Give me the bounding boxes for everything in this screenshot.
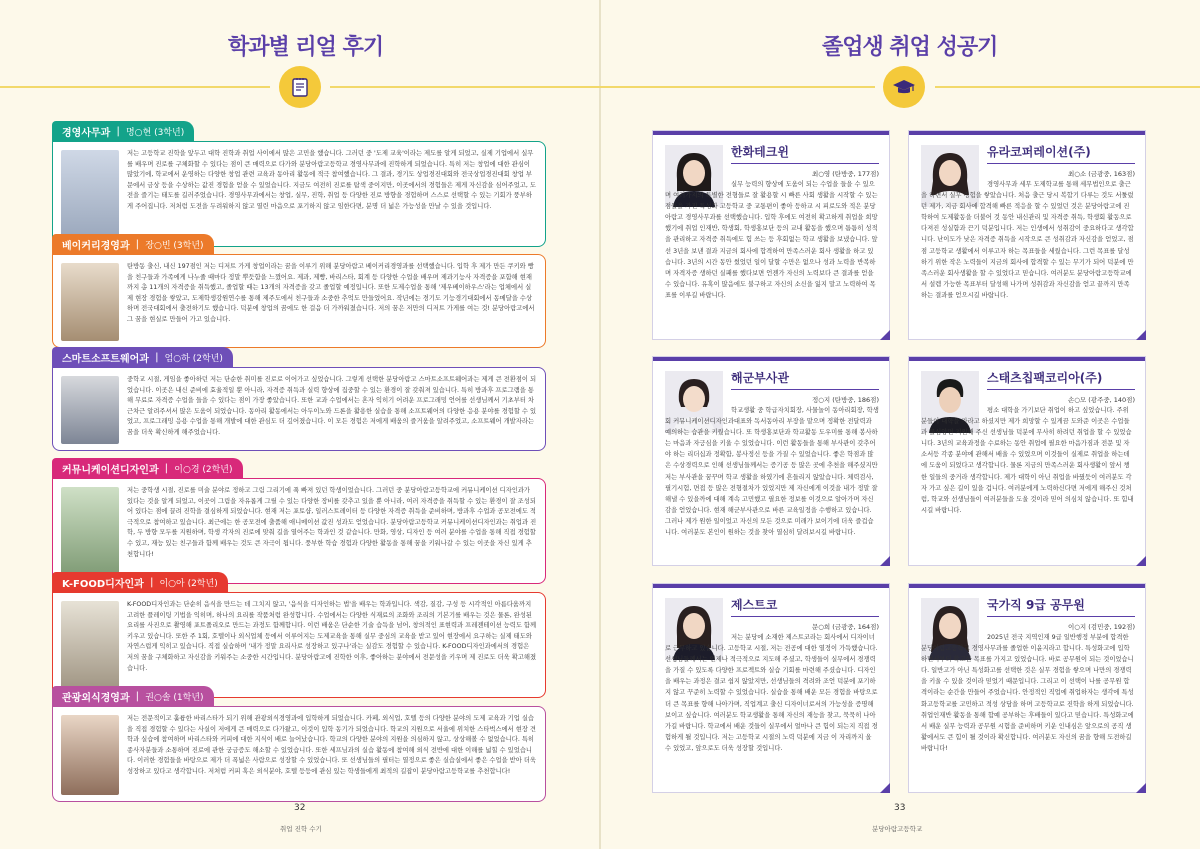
- title-divider-line: [0, 86, 270, 88]
- right-page: [600, 0, 1200, 849]
- student-photo: [61, 263, 119, 341]
- title-divider-line: [600, 86, 875, 88]
- student-photo: [61, 715, 119, 795]
- student-name: 이○아 (2학년): [159, 578, 218, 589]
- success-card-zestco: [652, 583, 890, 793]
- page-footer: 취업 진학 수기: [280, 825, 322, 833]
- review-text: 중학교 시절, 게임을 좋아하던 저는 단순한 취미를 진로로 이어가고 싶었습니다. 그렇게 선택한 분당아람고 스마트소프트웨어과는 제게 큰 전환점이 되었습니다. 이곳은 내신 준비에 효율적일 뿐 아니라, 자격증 취득과 실력 향상에 집중할 수 있는 환경이 잘 갖춰져 있습니다. 특히 방과후 프로그램을 통해 무료로 자격증 수업을 들을 수 있다는 점이 가장 좋았습니다. 또한 교과 수업에서는 혼자 익히기 어려운 프로그래밍 언어를 선생님께서 기초부터 차근차근 알려주셔서 많은 도움이 되었습니다. 동아리 활동에서는 아두이노와 드론을 활용한 실습을 통해 소프트웨어의 다양한 응용 분야를 경험할 수 있었고, 프로그래밍 응용 수업을 통해 개발에 대한 관심도 더 깊어졌습니다. 이 모든 경험은 저에게 배움의 즐거움을 알려주었고, 소프트웨어 개발자라는 꿈을 더욱 확신하게 해주었습니다.: [127, 376, 537, 436]
- dept-name: K-FOOD디자인과: [62, 578, 144, 590]
- dept-name: 커뮤니케이션디자인과: [62, 464, 159, 476]
- dept-name: 경영사무과: [62, 127, 111, 139]
- success-story-text: 학교생활 중 학급자치회장, 사물놀이 동아리회장, 학생회 커뮤니케이션디자인과대표와 독서동아리 부장을 맡으며 정확한 전달력과 예의하는 습관을 키웠습니다. 또 학생홍보단과 학교활동 도우미를 통해 봉사하는 마음과 자긍심을 키울 수 있었습니다. 이런 활동들을 통해 부사관이 갖추어야 하는 리더십과 정확함, 봉사정신 등을 가질 수 있었습니다. 좋은 학점과 많은 수상경력으로 인해 선생님들께서는 증기공 등 많은 곳에 추천을 해주셨지만 저는 부사관을 꿈꾸며 학교 생활을 하였기에 흔들리지 않았습니다. 체력검사, 필기시험, 면접 등 많은 전형절차가 있었지만 제 자신에게 이것을 내가 정말 잘해낼 수 있을까에 대해 계속 고민했고 필요한 정보를 이것으로 알아가며 자신감을 얻었습니다. 현재 해군부사관으로 바른 교육일정을 수행하고 있습니다. 그러나 제가 원한 일이었고 자신의 모든 것으로 미래가 보이기에 더욱 즐겁습니다. 여러분도 본인이 원하는 것을 찾아 열심히 달려보시길 바랍니다.: [665, 407, 879, 537]
- graduate-name: 손○모 (광주중, 140점): [1067, 396, 1135, 404]
- dept-name: 스마트소프트웨어과: [62, 353, 149, 365]
- student-name: 명○현 (3학년): [125, 127, 185, 138]
- review-text: 저는 전문적이고 훌륭한 바리스타가 되기 위해 관광외식경영과에 입학하게 되었습니다. 카페, 외식업, 호텔 등의 다양한 분야의 도제 교육과 기업 실습을 직접 경험할 수 있다는 사실이 저에게 큰 매력으로 다가왔고, 이것이 입학 동기가 되었습니다. 학교의 지원으로 서울에 위치한 스타벅스에서 현장 견학과 실습에 참여하며 바리스타와 커피에 대한 지식이 배로 늘어났습니다. 학교의 다양한 분야의 지원을 의심하지 않고, 상상해볼 수 없었습니다. 특히 종사자분들과 소통하며 진로에 관한 궁금증도 해소할 수 있었습니다. 또한 세프님과의 실습 활동에 참여해 외식 전반에 대한 이해를 넓힐 수 있었습니다. 이러한 경험들을 바탕으로 제가 더 폭넓은 사람으로 성장할 수 있었습니다. 또 선생님들의 필터는 열정으로 좋은 실습실에서 좋은 수업을 받아 더욱 성장하고 있다고 생각합니다. 저처럼 커피 혹은 외식분야, 호텔 등등에 관심 있는 학생들에게 최적의 길잡이 분당아람고등학교를 추천합니다!: [127, 715, 537, 775]
- student-name: 이○경 (2학년): [174, 464, 233, 475]
- success-story-text: 평소 대학을 가기보단 취업이 하고 싶었습니다. 주위 분들이 대학을 가라고 하셨지만 제가 희망할 수 있게끔 도와준 이곳은 수업들과 물심양면 지원해 주신 선생님들 덕분에 무사히 하려던 취업을 할 수 있었습니다. 3년의 교육과정을 수료하는 동안 취업에 필요한 마음가짐과 전문 및 자소서등 각종 분야에 관해서 배울 수 있었으며 이것들이 실제로 취업을 하는데에 도움이 되었다고 생각합니다. 물론 지금의 만족스러운 회사생활이 앞서 챙한 일들의 중거라 생각합니다. 제가 대학이 아닌 취업을 바꿨듯이 여러분도 각자 가고 싶은 길이 있을 겁니다. 여러분에게 노력하신다면 저에게 해주신 것처럼, 학교와 선생님들이 여러분들을 도울 것이라 믿어 의심치 않습니다. 또 힘내시길 바랍니다.: [921, 407, 1134, 514]
- notepad-icon: [279, 66, 321, 108]
- left-page: 학과별 리얼 후기 경영사무과 | 명○현 (3학년) 저는 고등학교 진학을 앞두고 대학 진학과 취업 사이에서 많은 고민을 했습니다. 그러던 중 '도제 교육'이라는 제도를 알게 되었고, 실제 기업에서 실무를 배우며 진로를 구체화할 수 있다는 점이 큰 매력으로 다가와 분당아람고등학교 경영사무과에 진학하게 되었습니다. 특히 저는 창업에 대한 관심이 많았기에, 학교에서 운영하는 다양한 창업 관련 교육과 동아리 활동에 적극 참여했습니다. 그 결과, 경기도 상업경진대회와 전국상업경진대회 창업 부문에서 금상 등을 수상하는 값진 경험을 얻을 수 있었습니다. 지금도 여전히 진로를 탐색 중이지만, 이곳에서의 경험들은 제게 자신감을 심어주었고, 도전을 즐기는 태도를 길러주었습니다. 경영사무과에서는 창업, 실무, 진학, 취업 등 다양한 진로 방향을 경험하며 스스로 선택할 수 있는 기회가 풍부하게 주어집니다. 저처럼 도전을 두려워하지 않고 열린 마음으로 포기하지 않고 임한다면, 분명 더 넓은 가능성을 만날 수 있을 것입니다. 베이커리경영과 | 장○빈 (3학년) 탄방동 출신, 내신 197점인 저는 디저트 가게 창업이라는 꿈을 이루기 위해 분당아람고 베이커리경영과를 선택했습니다. 입학 후 제가 만든 쿠키와 빵을 친구들과 가족에게 나누줄 때마다 정말 뿌듯함을 느꼈어요. 제과, 제빵, 바리스타, 회계 등 다양한 수업을 배우며 제과기능사 자격증을 포함해 현재까지 총 11개의 자격증을 취득했고, 졸업할 때는 13개의 자격증을 갖고 졸업할 예정입니다. 또한 도제수업을 통해 '제우베이하우스'라는 업체에서 실제 현장 경험을 쌓았고, 도제학생강원연수를 통해 제주도에서 친구들과 소중한 추억도 만들었어요. 작년에는 경기도 기능경기대회에서 동메달을 수상하며 전국대회에서 출전하기도 했습니다. 덕분에 창업의 꿈에도 한 걸음 더 가까워졌습니다. 저의 꿈은 저만의 디저트 가게를 여는 것! 분당아람고에서 그 꿈을 현실로 만들어 가고 있습니다. 스마트소프트웨어과 | 엄○하 (2학년) 중학교 시절, 게임을 좋아하던 저는 단순한 취미를 진로로 이어가고 싶었습니다. 그렇게 선택한 분당아람고 스마트소프트웨어과는 제게 큰 전환점이 되었습니다. 이곳은 내신 준비에 효율적일 뿐 아니라, 자격증 취득과 실력 향상에 집중할 수 있는 환경이 잘 갖춰져 있습니다. 특히 방과후 프로그램을 통해 무료로 자격증 수업을 들을 수 있다는 점이 가장 좋았습니다. 또한 교과 수업에서는 혼자 익히기 어려운 프로그래밍 언어를 선생님께서 기초부터 차근차근 알려주셔서 많은 도움이 되었습니다. 동아리 활동에서는 아두이노와 드론을 활용한 실습을 통해 소프트웨어의 다양한 응용 분야를 경험할 수 있었고, 프로그래밍 응용 수업을 통해 개발에 대한 관심도 더 깊어졌습니다. 이 모든 경험은 저에게 배움의 즐거움을 알려주었고, 소프트웨어 개발자라는 꿈을 더욱 확신하게 해주었습니다. 커뮤니케이션디자인과 | 이○경 (2학년) 저는 중학생 시절, 진로를 미술 분야로 정하고 그림 그리기에 푹 빠져 있던 학생이었습니다. 그러던 중 분당아람고등학교에 커뮤니케이션 디자인과가 있다는 것을 알게 되었고, 이곳이 그림을 자유롭게 그릴 수 있는 다양한 장비를 갖추고 있을 뿐 아니라, 여러 자격증을 취득할 수 있는 환경이 잘 조성되어 있다는 점에 끌려 진학을 결심하게 되었습니다. 현재 저는 포토샵, 일러스트레이터 등 다양한 자격증 취득을 준비하며, 방과후 수업과 공모전에도 적극적으로 참여하고 있습니다. 최근에는 한 공모전에 출품해 애니메이션 값진 성과도 얻었습니다. 분당아람고등학교 커뮤니케이션디자인과는 취업과 진학, 두 방향 모두를 지원하며, 학생 각자의 진로에 맞춰 길을 열어주는 학과인 것 같습니다. 만화, 영상, 디자인 등 여러 분야를 수업을 통해 직접 경험할 수 있고, 재능 있는 친구들과 함께 배우는 것도 큰 자극이 됩니다. 풍부한 학습 경험과 다양한 활동을 통해 꿈을 키워나갈 수 있는 이곳을 자신 있게 추천합니다! K-FOOD디자인과 | 이○아 (2학년) K-FOOD디자인과는 단순히 음식을 만드는 데 그치지 않고, '음식을 디자인하는 법'을 배우는 학과입니다. 색감, 질감, 구성 등 시각적인 아름다움까지 고려한 플레이팅 기법을 익히며, 하나의 요리를 작품처럼 완성합니다. 수업에서는 다양한 식재료의 조화와 조리의 기본기를 배우는 것은 물론, 완성된 요리를 사진으로 촬영해 포트폴리오로 만드는 과정도 함께합니다. 이런 배움은 단순한 기술 습득을 넘어, 창의적인 표현력과 프레젠테이션 능력도 함께 키우고 있습니다. 또한 주 1회, 호텔이나 외식업체 등에서 이루어지는 도제교육을 통해 실무 중심의 교육을 받고 있어 현장에서 요구하는 실제 태도와 자연스럽게 익히고 있습니다. 직접 실습하며 '내가 정말 요리사로 성장하고 있구나'라는 실감도 경험할 수 있습니다. K-FOOD디자인과에서의 경험은 저의 꿈을 구체화하고 자신감을 키워주는 소중한 시간입니다. 분당아람고에 진학한 이후, 좋아하는 분야에서 전문성을 키우며 제 진로도 더욱 확고해졌습니다. 관광외식경영과 | 권○솔 (1학년) 저는 전문적이고 훌륭한 바리스타가 되기 위해 관광외식경영과에 입학하게 되었습니다. 카페, 외식업, 호텔 등의 다양한 분야의 도제 교육과 기업 실습을 직접 경험할 수 있다는 사실이 저에게 큰 매력으로 다가왔고, 이것이 입학 동기가 되었습니다. 학교의 지원으로 서울에 위치한 스타벅스에서 현장 견학과 실습에 참여하며 바리스타와 커피에 대한 지식이 배로 늘어났습니다. 학교의 다양한 분야의 지원을 의심하지 않고, 상상해볼 수 없었습니다. 특히 종사자분들과 소통하며 진로에 관한 궁금증도 해소할 수 있었습니다. 또한 세프님과의 실습 활동에 참여해 외식 전반에 대한 이해를 넓힐 수 있었습니다. 이러한 경험들을 바탕으로 제가 더 폭넓은 사람으로 성장할 수 있었습니다. 또 선생님들의 필터는 열정으로 좋은 실습실에서 좋은 수업을 받아 더욱 성장하고 있다고 생각합니다. 저처럼 커피 혹은 외식분야, 호텔 등등에 관심 있는 학생들에게 최적의 길잡이 분당아람고등학교를 추천합니다! 32 취업 진학 수기: [0, 0, 600, 849]
- review-text: 저는 고등학교 진학을 앞두고 대학 진학과 취업 사이에서 많은 고민을 했습니다. 그러던 중 '도제 교육'이라는 제도를 알게 되었고, 실제 기업에서 실무를 배우며 진로를 구체화할 수 있다는 점이 큰 매력으로 다가와 분당아람고등학교 경영사무과에 진학하게 되었습니다. 특히 저는 창업에 대한 관심이 많았기에, 학교에서 운영하는 다양한 창업 관련 교육과 동아리 활동에 적극 참여했습니다. 그 결과, 경기도 상업경진대회와 전국상업경진대회 창업 부문에서 금상 등을 수상하는 값진 경험을 얻을 수 있었습니다. 지금도 여전히 진로를 탐색 중이지만, 이곳에서의 경험들은 제게 자신감을 심어주었고, 도전을 즐기는 태도를 길러주었습니다. 경영사무과에서는 창업, 실무, 진학, 취업 등 다양한 진로 방향을 경험하며 스스로 선택할 수 있는 기회가 풍부하게 주어집니다. 저처럼 도전을 두려워하지 않고 열린 마음으로 포기하지 않고 임한다면, 분명 더 넓은 가능성을 만날 수 있을 것입니다.: [127, 150, 537, 210]
- graduation-cap-icon: [883, 66, 925, 108]
- student-photo: [61, 487, 119, 577]
- page-footer: 분당아람고등학교: [872, 825, 923, 833]
- dept-name: 베이커리경영과: [62, 240, 130, 252]
- company-name: 스태츠칩팩코리아(주): [987, 371, 1103, 385]
- student-name: 권○솔 (1학년): [145, 692, 204, 703]
- title-divider-line: [935, 86, 1200, 88]
- review-text: K-FOOD디자인과는 단순히 음식을 만드는 데 그치지 않고, '음식을 디자인하는 법'을 배우는 학과입니다. 색감, 질감, 구성 등 시각적인 아름다움까지 고려한 플레이팅 기법을 익히며, 하나의 요리를 작품처럼 완성합니다. 수업에서는 다양한 식재료의 조화와 조리의 기본기를 배우는 것은 물론, 완성된 요리를 사진으로 촬영해 포트폴리오로 만드는 과정도 함께합니다. 이런 배움은 단순한 기술 습득을 넘어, 창의적인 표현력과 프레젠테이션 능력도 함께 키우고 있습니다. 또한 주 1회, 호텔이나 외식업체 등에서 이루어지는 도제교육을 통해 실무 중심의 교육을 받고 있어 현장에서 요구하는 실제 태도와 자연스럽게 익히고 있습니다. 직접 실습하며 '내가 정말 요리사로 성장하고 있구나'라는 실감도 경험할 수 있습니다. K-FOOD디자인과에서의 경험은 저의 꿈을 구체화하고 자신감을 키워주는 소중한 시간입니다. 분당아람고에 진학한 이후, 좋아하는 분야에서 전문성을 키우며 제 진로도 더욱 확고해졌습니다.: [127, 601, 537, 672]
- graduate-name: 최○소 (금광중, 163점): [1067, 170, 1135, 178]
- success-story-text: 2025년 전국 지역인재 9급 일반행정 부분에 합격한 분당아람고등학교 경영사무과를 졸업한 이윤지라고 합니다. 특성화고에 입학하면서부터 확고한 목표를 가지고 있었습니다. 바로 공무원이 되는 것이었습니다. 일반고가 아닌 특성화고를 선택한 것은 실무 경험을 쌓으며 나만의 경쟁력을 키울 수 있을 것이라 믿었기 때문입니다. 그리고 이 선택이 나를 공무원 합격이라는 순간을 만들어 주었습니다. 안정적인 직업에 취업하자는 생각에 특성화고등학교를 고민하고 적성 상담을 하며 고등학교로 진학을 하게 되었습니다. 취업인재반 활동을 통해 합예 공부하는 후배들이 있다고 믿습니다. 특성화고에서 배운 실무 능력과 공무원 시험을 준비하며 키운 인내심은 앞으로의 공직 생활에서도 큰 힘이 될 것이라 확신합니다. 여러분도 자신의 꿈을 향해 도전하길 바랍니다!: [921, 634, 1134, 752]
- success-story-text: 실무 능력의 향상에 도움이 되는 수업을 들을 수 있으며 여러가지의 특별한 전형들로 잘 활용할 시 빠른 사회 생활을 시작할 수 있는 점들을 가진 특성화 고등학교 중 교통편이 좋아 등하교 시 피로도와 적은 분당아람고 경영사무과를 선택했습니다. 입학 후에도 여전히 확고하게 취업을 희망했기에 취업 인재반, 학생회, 학생홍보단 등의 교내 활동을 했으며 틈틈히 성적을 관리하고 자격증 취득에도 힘 쓰는 등 후회없는 학교 생활을 보냈습니다. 앞선 3년을 보낸 결과 지금의 회사에 합격하여 만족스러운 회사 생활을 하고 있습니다. 3년의 시간 동안 썼었던 일이 달할 수만은 없으나 성과 노력을 반복하며 자격자증 생하던 실패를 했다보면 언젠가 자신의 노력보다 큰 결과를 얻을 수 있습니다. 유혹이 많음에도 불구하고 자신의 소신을 잃지 말고 노력하여 목표를 이루길 바랍니다.: [665, 181, 878, 299]
- graduate-name: 정○지 (탄방중, 186점): [811, 396, 879, 404]
- student-photo: [61, 601, 119, 691]
- left-section-title: 학과별 리얼 후기: [228, 35, 384, 60]
- company-name: 국가직 9급 공무원: [987, 598, 1085, 612]
- graduate-name: 문○희 (금광중, 164점): [811, 623, 879, 631]
- dept-name: 관광외식경영과: [62, 692, 130, 704]
- success-card-yura: [908, 130, 1146, 340]
- student-name: 엄○하 (2학년): [164, 353, 223, 364]
- success-card-navy: [652, 356, 890, 566]
- student-photo: [61, 376, 119, 444]
- success-card-hanwha: [652, 130, 890, 340]
- company-name: 해군부사관: [731, 371, 789, 385]
- success-story-text: 저는 분당에 소재한 제스트코라는 회사에서 디자이너로 근무하고 있습니다. 고등학교 시절, 저는 전공에 대한 열정이 가득했습니다. 선생님들께서는 언제나 적극적으로 지도해 주셨고, 학생들이 실무에서 경쟁력을 가질 수 있도록 다양한 프로젝트와 실습 기회를 마련해 주셨습니다. 디자인을 배우는 과정은 결코 쉽지 않았지만, 선생님들의 격려와 조언 덕분에 포기하지 않고 꾸준히 노력할 수 있었습니다. 실습을 통해 배운 모든 경험을 바탕으로 더 큰 목표를 향해 나아가며, 직업계고 출신 디자이너로서의 가능성을 증명해 보이고 싶습니다. 여러분도 학교생활을 통해 자신의 재능을 찾고, 묵묵히 나아가길 바랍니다. 학교에서 배운 것들이 실무에서 얼마나 큰 힘이 되는지 직접 경험하게 될 것입니다. 저는 고등학교 시절의 노력 덕분에 지금 이 자리까지 올 수 있었고, 앞으로도 더욱 성장할 것입니다.: [665, 634, 878, 752]
- student-photo: [61, 150, 119, 240]
- title-divider-line: [330, 86, 600, 88]
- review-text: 탄방동 출신, 내신 197점인 저는 디저트 가게 창업이라는 꿈을 이루기 위해 분당아람고 베이커리경영과를 선택했습니다. 입학 후 제가 만든 쿠키와 빵을 친구들과 가족에게 나누줄 때마다 정말 뿌듯함을 느꼈어요. 제과, 제빵, 바리스타, 회계 등 다양한 수업을 배우며 제과기능사 자격증을 포함해 현재까지 총 11개의 자격증을 취득했고, 졸업할 때는 13개의 자격증을 갖고 졸업할 예정입니다. 또한 도제수업을 통해 '제우베이하우스'라는 업체에서 실제 현장 경험을 쌓았고, 도제학생강원연수를 통해 제주도에서 친구들과 소중한 추억도 만들었어요. 작년에는 경기도 기능경기대회에서 동메달을 수상하며 전국대회에서 출전하기도 했습니다. 덕분에 창업의 꿈에도 한 걸음 더 가까워졌습니다. 저의 꿈은 저만의 디저트 가게를 여는 것! 분당아람고에서 그 꿈을 현실로 만들어 가고 있습니다.: [127, 263, 535, 323]
- right-section-title: 졸업생 취업 성공기: [822, 35, 998, 60]
- graduate-name: 최○영 (탄방중, 177점): [811, 170, 879, 178]
- review-text: 저는 중학생 시절, 진로를 미술 분야로 정하고 그림 그리기에 푹 빠져 있던 학생이었습니다. 그러던 중 분당아람고등학교에 커뮤니케이션 디자인과가 있다는 것을 알게 되었고, 이곳이 그림을 자유롭게 그릴 수 있는 다양한 장비를 갖추고 있을 뿐 아니라, 여러 자격증을 취득할 수 있는 환경이 잘 조성되어 있다는 점에 끌려 진학을 결심하게 되었습니다. 현재 저는 포토샵, 일러스트레이터 등 다양한 자격증 취득을 준비하며, 방과후 수업과 공모전에도 적극적으로 참여하고 있습니다. 최근에는 한 공모전에 출품해 애니메이션 값진 성과도 얻었습니다. 분당아람고등학교 커뮤니케이션디자인과는 취업과 진학, 두 방향 모두를 지원하며, 학생 각자의 진로에 맞춰 길을 열어주는 학과인 것 같습니다. 만화, 영상, 디자인 등 여러 분야를 수업을 통해 직접 경험할 수 있고, 재능 있는 친구들과 함께 배우는 것도 큰 자극이 됩니다. 풍부한 학습 경험과 다양한 활동을 통해 꿈을 키워나갈 수 있는 이곳을 자신 있게 추천합니다!: [127, 487, 537, 558]
- student-name: 장○빈 (3학년): [145, 240, 204, 251]
- company-name: 유라코퍼레이션(주): [987, 145, 1091, 159]
- success-card-civil-servant: [908, 583, 1146, 793]
- page-number: 33: [894, 803, 906, 813]
- graduate-name: 이○지 (검민중, 192점): [1067, 623, 1135, 631]
- success-card-stats-chippac: [908, 356, 1146, 566]
- company-name: 한화테크윈: [731, 145, 789, 159]
- success-story-text: 경영사무과 세무 도제학교를 통해 세무법인으로 출근을 하면서 실무 경험을 쌓았습니다. 처음 출근 당시 복합기 다루는 것도 서툴렀던 제가, 지금 회사에 합격해 빠른 적응을 할 수 있었던 것은 분당아람고에 진학하여 도제활동을 더불어 것 동안 내신관리 및 자격증 취득, 학생회 활동으로 다져진 성실함과 끈기 덕분입니다. 저는 인생에서 성취감이 중요하다고 생각합니다. 난이도가 낮은 자격증 취득을 시작으로 큰 성취감과 자신감을 얻었고, 점점 고등학교 생활에서 이루고자 하는 목표들을 세웠습니다. 그런 목표를 달성하기 위한 작은 노력들이 지금의 회사에 합격할 수 있는 무기가 되어 덕분에 만족스러운 회사생활을 할 수 있었다고 믿습니다. 여러분도 분당아람고등학교에서 설렘 가능한 목표부터 달성해 나가며 성취감과 자신감을 얻고 끝까지 만족하는 결과를 얻으시길 바랍니다.: [921, 181, 1134, 299]
- company-name: 제스트코: [731, 598, 778, 612]
- page-number: 32: [294, 803, 306, 813]
